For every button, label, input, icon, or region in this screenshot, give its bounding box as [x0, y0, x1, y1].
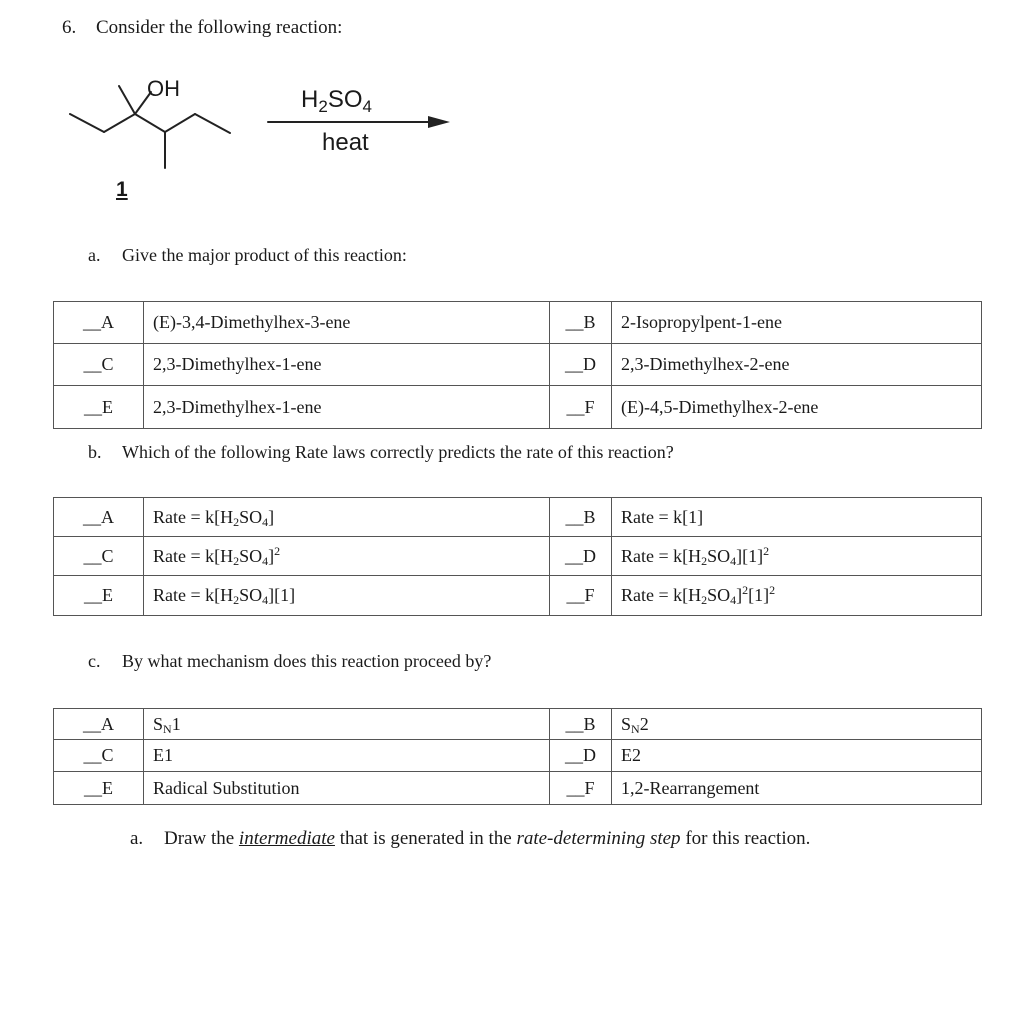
option-d-text: 2,3-Dimethylhex-2-ene — [612, 344, 982, 386]
rate-b-blank[interactable]: __B — [550, 498, 612, 537]
part-d-text-1: Draw the — [164, 828, 239, 849]
bond-c3-c4 — [135, 114, 165, 132]
part-d-letter: a. — [130, 828, 144, 849]
hydroxyl-label: OH — [147, 76, 180, 101]
reagent-sub-2: 2 — [318, 97, 328, 116]
reagent-sub-4: 4 — [362, 97, 372, 116]
table-row — [54, 302, 982, 344]
part-b-text: Which of the following Rate laws correctly predicts the rate of this reaction? — [122, 442, 674, 462]
part-d-text-2: that is generated in the — [334, 828, 517, 849]
rate-a-text: Rate = $k[H_2SO_4]$ — [144, 498, 550, 537]
question-prompt: Consider the following reaction: — [96, 17, 343, 38]
mech-b-blank[interactable]: __B — [550, 709, 612, 740]
bond-methyl — [119, 86, 135, 114]
option-b-text: 2-Isopropylpent-1-ene — [612, 302, 982, 344]
option-b-blank[interactable]: __B — [550, 302, 612, 344]
option-d-blank[interactable]: __D — [550, 344, 612, 386]
table-row — [54, 537, 982, 576]
mech-c-text: E1 — [144, 740, 550, 772]
option-e-blank[interactable]: __E — [54, 386, 144, 429]
mech-d-blank[interactable]: __D — [550, 740, 612, 772]
bond-c4-c5 — [165, 114, 195, 132]
mech-a-blank[interactable]: __A — [54, 709, 144, 740]
rate-f-blank[interactable]: __F — [550, 576, 612, 616]
table-row — [54, 576, 982, 616]
option-a-blank[interactable]: __A — [54, 302, 144, 344]
rate-e-blank[interactable]: __E — [54, 576, 144, 616]
option-c-blank[interactable]: __C — [54, 344, 144, 386]
part-c-options-table — [53, 708, 982, 805]
rate-d-text: Rate = $k[H_2SO_4][1]^2$ — [612, 537, 982, 576]
bond-c2-c3 — [104, 114, 135, 132]
rate-b-text: Rate = k[1] — [612, 498, 982, 537]
table-row — [54, 498, 982, 537]
mech-b-text: $S_N2$ — [612, 709, 982, 740]
condition-label: heat — [322, 129, 369, 156]
option-f-blank[interactable]: __F — [550, 386, 612, 429]
reaction-scheme — [0, 0, 470, 210]
reagent-so: SO — [327, 86, 363, 113]
part-b-options-table — [53, 497, 982, 616]
rate-f-text: Rate = $k[H_2SO_4]^2[1]^2$ — [612, 576, 982, 616]
table-row — [54, 386, 982, 429]
reaction-arrow-head — [428, 116, 450, 128]
bond-c1-c2 — [70, 114, 104, 132]
reagent-label — [301, 86, 372, 114]
part-c-letter: c. — [88, 651, 101, 671]
part-a-letter: a. — [88, 245, 101, 265]
rate-c-blank[interactable]: __C — [54, 537, 144, 576]
part-c-prompt — [88, 651, 491, 672]
part-b-prompt — [88, 442, 674, 463]
compound-label: 1 — [116, 178, 128, 201]
mech-c-blank[interactable]: __C — [54, 740, 144, 772]
mech-f-text: 1,2-Rearrangement — [612, 772, 982, 805]
part-c-text: By what mechanism does this reaction proceed by? — [122, 651, 492, 671]
part-d-emphasis-intermediate: intermediate — [238, 828, 335, 849]
bond-c5-c6 — [195, 114, 230, 133]
option-e-text: 2,3-Dimethylhex-1-ene — [144, 386, 550, 429]
mech-e-text: Radical Substitution — [144, 772, 550, 805]
table-row — [54, 709, 982, 740]
question-number: 6. — [62, 17, 77, 38]
table-row — [54, 740, 982, 772]
table-row — [54, 344, 982, 386]
mech-f-blank[interactable]: __F — [550, 772, 612, 805]
part-a-prompt — [88, 245, 407, 266]
option-c-text: 2,3-Dimethylhex-1-ene — [144, 344, 550, 386]
rate-e-text: Rate = $k[H_2SO_4][1]$ — [144, 576, 550, 616]
part-a-options-table — [53, 301, 982, 429]
part-d-emphasis-rds: rate-determining step — [516, 828, 681, 849]
part-a-text: Give the major product of this reaction: — [122, 245, 407, 265]
rate-a-blank[interactable]: __A — [54, 498, 144, 537]
table-row — [54, 772, 982, 805]
draw-intermediate-prompt — [130, 828, 810, 850]
mech-e-blank[interactable]: __E — [54, 772, 144, 805]
part-b-letter: b. — [88, 442, 102, 462]
part-d-text-3: for this reaction. — [680, 828, 811, 849]
option-f-text: (E)-4,5-Dimethylhex-2-ene — [612, 386, 982, 429]
rate-c-text: Rate = $k[H_2SO_4]^2$ — [144, 537, 550, 576]
rate-d-blank[interactable]: __D — [550, 537, 612, 576]
option-a-text: (E)-3,4-Dimethylhex-3-ene — [144, 302, 550, 344]
mech-a-text: $S_N1$ — [144, 709, 550, 740]
mech-d-text: E2 — [612, 740, 982, 772]
reagent-h: H — [301, 86, 319, 113]
